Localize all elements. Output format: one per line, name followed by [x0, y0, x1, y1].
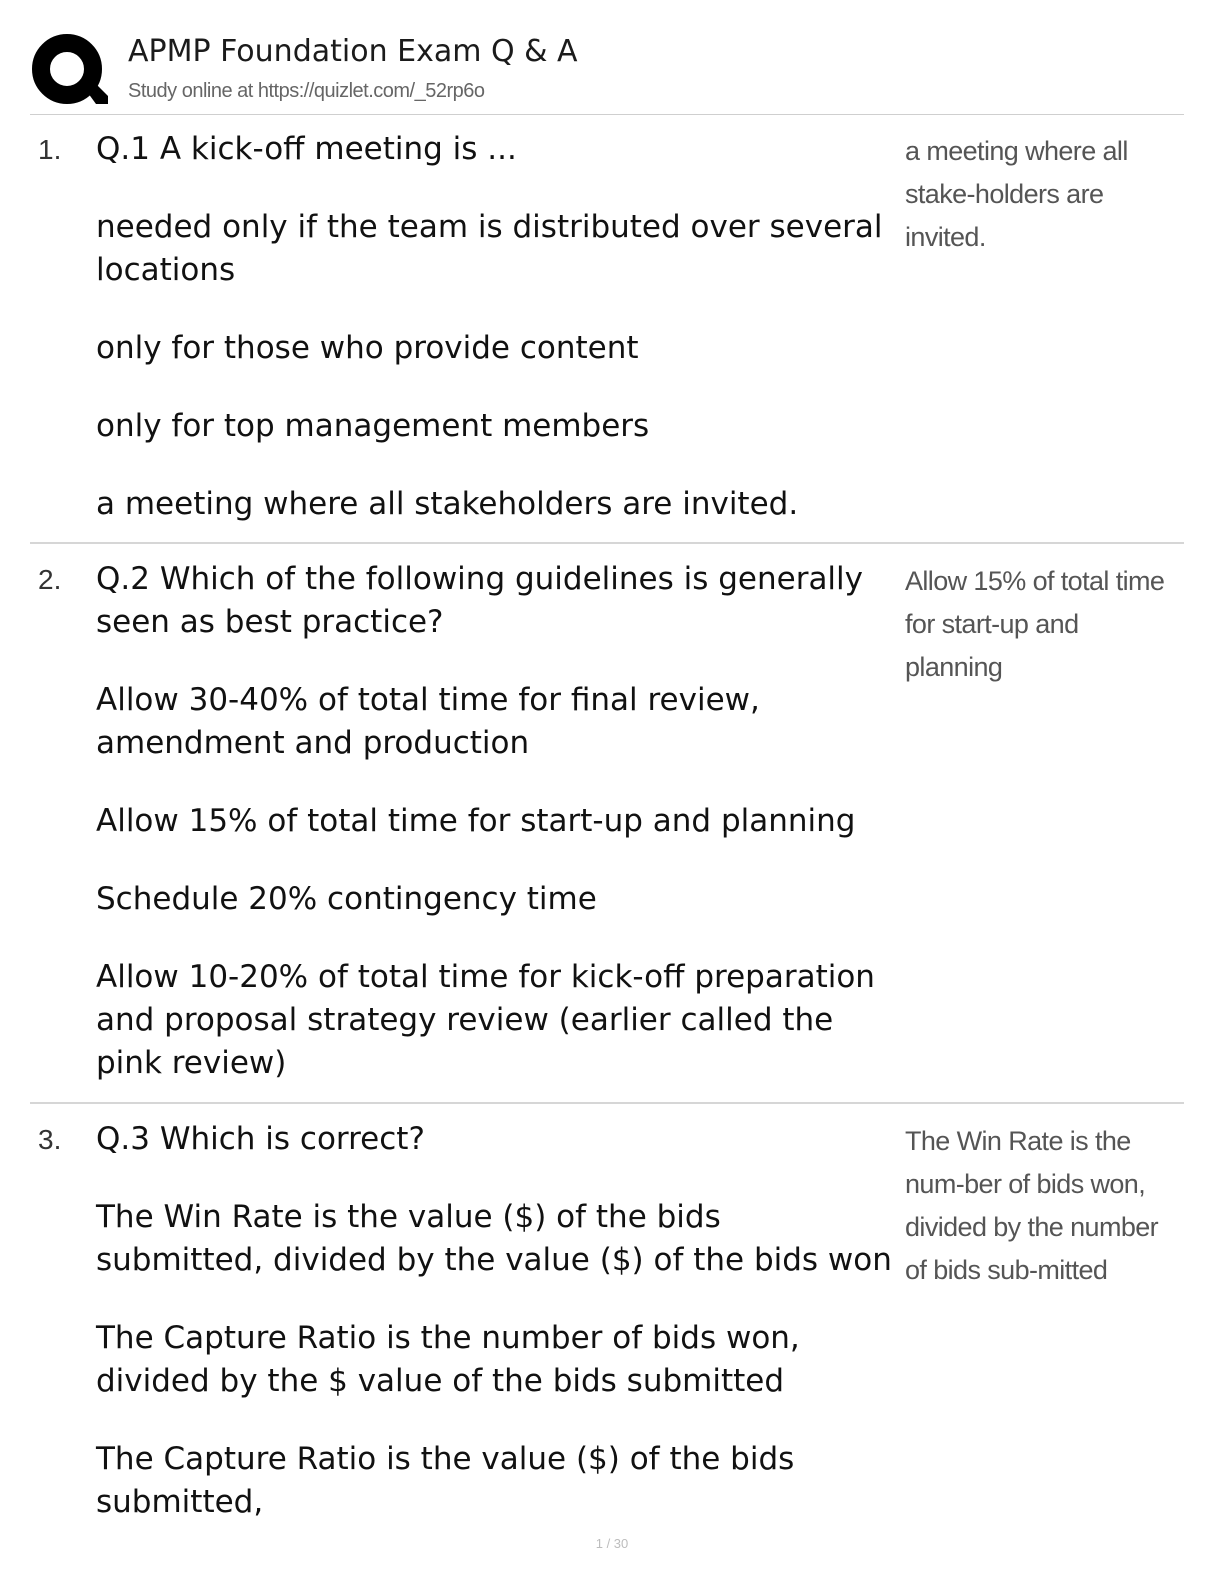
- question-body: [96, 558, 896, 1120]
- qa-card-1: [30, 116, 1184, 544]
- option-a: Allow 30-40% of total time for final review, amendment and production: [96, 682, 760, 761]
- question-number: 3.: [38, 1124, 62, 1155]
- option-b: only for those who provide content: [96, 330, 639, 366]
- question-number: 2.: [38, 564, 62, 595]
- option-b: The Capture Ratio is the number of bids won, divided by the $ value of the bids submitted: [96, 1320, 800, 1399]
- question-body: [96, 1118, 896, 1526]
- question-text: Q.1 A kick-off meeting is ...: [96, 131, 517, 167]
- question-body: [96, 128, 896, 561]
- question-text: Q.3 Which is correct?: [96, 1121, 425, 1157]
- option-a: The Win Rate is the value ($) of the bids submitted, divided by the value ($) of the bids won: [96, 1199, 892, 1278]
- card-divider: [30, 542, 1184, 544]
- option-d: a meeting where all stakeholders are invited.: [96, 486, 799, 522]
- quizlet-logo-icon: [30, 32, 108, 110]
- option-c: Schedule 20% contingency time: [96, 881, 597, 917]
- page-title: APMP Foundation Exam Q & A: [128, 34, 578, 69]
- question-text: Q.2 Which of the following guidelines is generally seen as best practice?: [96, 561, 864, 640]
- question-number: 1.: [38, 134, 62, 165]
- option-a: needed only if the team is distributed over several locations: [96, 209, 883, 288]
- card-divider: [30, 1102, 1184, 1104]
- option-d: Allow 10-20% of total time for kick-off preparation and proposal strategy review (earlier called the pink review): [96, 959, 875, 1081]
- option-b: Allow 15% of total time for start-up and planning: [96, 803, 856, 839]
- page-number: 1 / 30: [595, 1536, 629, 1551]
- option-c: only for top management members: [96, 408, 650, 444]
- qa-card-3: [30, 1106, 1184, 1526]
- answer-text: a meeting where all stake-holders are invited.: [905, 136, 1128, 252]
- page-header: [30, 28, 1184, 114]
- study-link[interactable]: Study online at https://quizlet.com/_52rp6o: [128, 80, 485, 102]
- answer-text: The Win Rate is the num-ber of bids won, divided by the number of bids sub-mitted: [905, 1126, 1159, 1285]
- qa-card-2: [30, 546, 1184, 1104]
- option-c: The Capture Ratio is the value ($) of the bids submitted,: [96, 1441, 795, 1520]
- header-divider: [30, 114, 1184, 115]
- answer-text: Allow 15% of total time for start-up and planning: [905, 566, 1165, 682]
